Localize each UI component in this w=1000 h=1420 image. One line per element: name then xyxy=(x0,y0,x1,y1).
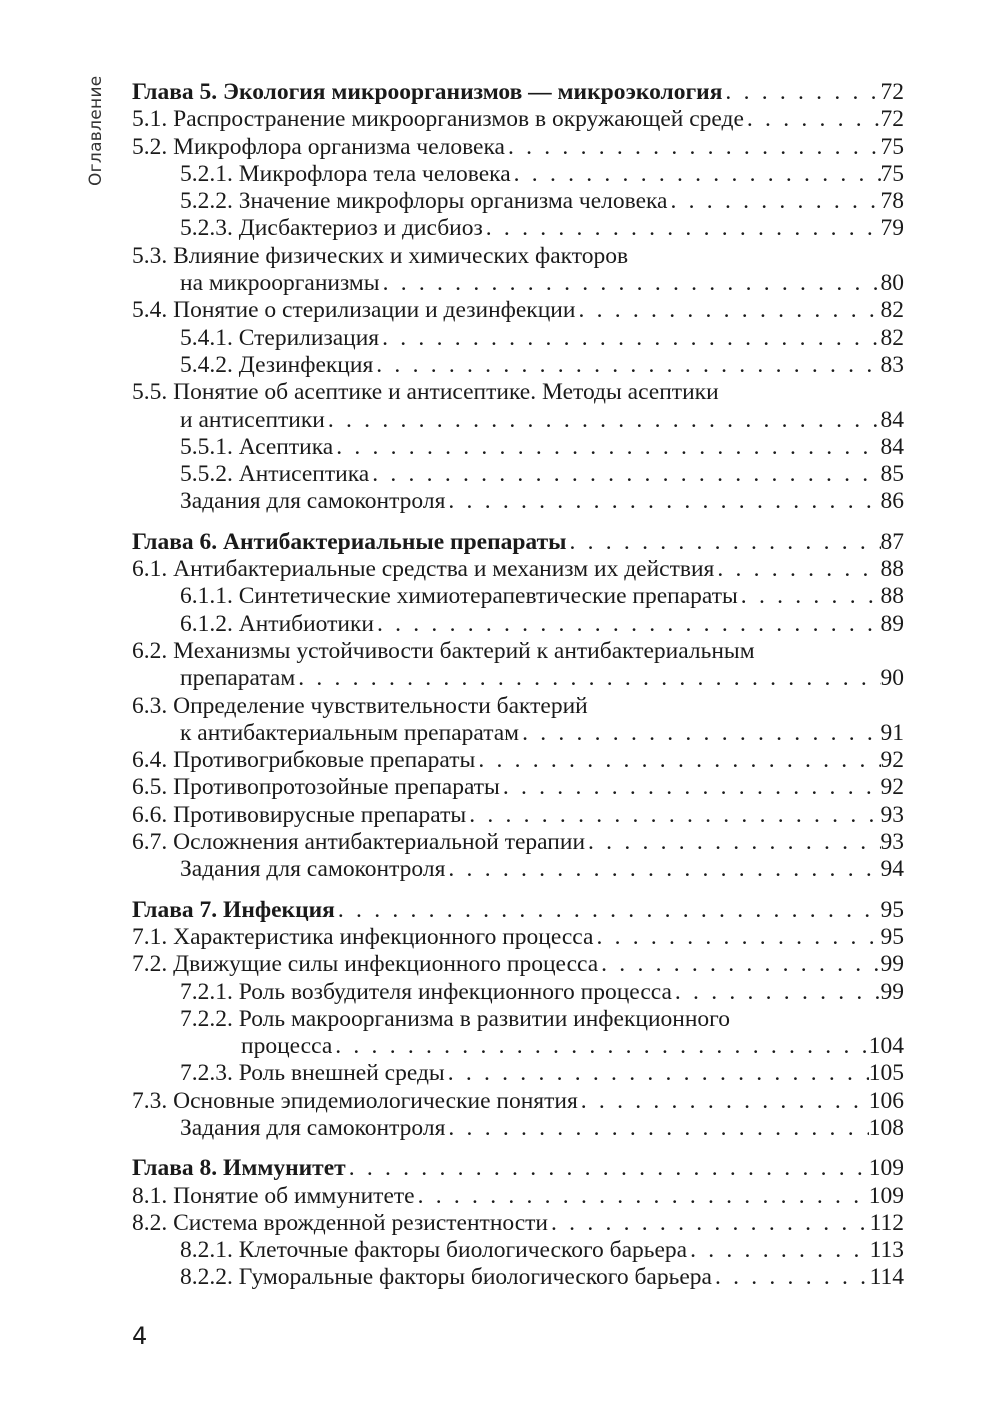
dot-leader xyxy=(445,1115,868,1142)
toc-page-number: 108 xyxy=(868,1114,904,1141)
toc-entry-title: 6.3. Определение чувствительности бактерий xyxy=(132,692,588,719)
toc-page-number: 91 xyxy=(880,719,904,746)
toc-page-number: 86 xyxy=(880,488,904,515)
toc-entry-title: 6.6. Противовирусные препараты xyxy=(132,801,467,828)
page-number: 4 xyxy=(132,1322,148,1350)
toc-entry-title: Глава 7. Инфекция xyxy=(132,896,335,923)
toc-entry-title: 7.2.1. Роль возбудителя инфекционного процесса xyxy=(180,978,672,1005)
toc-page-number: 109 xyxy=(868,1182,904,1209)
dot-leader xyxy=(335,897,881,924)
toc-entry-title: на микроорганизмы xyxy=(180,270,380,297)
toc-entry-title: 8.2.2. Гуморальные факторы биологического барьера xyxy=(180,1264,712,1291)
dot-leader xyxy=(505,134,881,161)
toc-page-number: 109 xyxy=(868,1155,904,1182)
toc-page-number: 84 xyxy=(880,406,904,433)
toc-entry-title: 6.4. Противогрибковые препараты xyxy=(132,747,476,774)
toc-entry-title: 6.1.1. Синтетические химиотерапевтические препараты xyxy=(180,583,738,610)
toc-entry[interactable] xyxy=(132,1115,904,1142)
toc-entry-title: Глава 6. Антибактериальные препараты xyxy=(132,528,567,555)
toc-entry[interactable] xyxy=(132,720,904,747)
toc-page-number: 106 xyxy=(868,1087,904,1114)
toc-page-number: 89 xyxy=(880,610,904,637)
toc-page-number: 82 xyxy=(880,297,904,324)
dot-leader xyxy=(722,79,880,106)
dot-leader xyxy=(668,188,881,215)
dot-leader xyxy=(575,297,880,324)
toc-entry-title: 7.2.3. Роль внешней среды xyxy=(180,1060,445,1087)
dot-leader xyxy=(511,161,881,188)
toc-entry[interactable] xyxy=(132,774,904,801)
toc-entry[interactable] xyxy=(132,188,904,215)
toc-entry-title: 7.2. Движущие силы инфекционного процесса xyxy=(132,951,599,978)
dot-leader xyxy=(548,1210,870,1237)
toc-entry[interactable] xyxy=(132,611,904,638)
toc-entry-title: 6.1. Антибактериальные средства и механизм их действия xyxy=(132,556,715,583)
dot-leader xyxy=(598,951,880,978)
toc-entry-title: 5.1. Распространение микроорганизмов в окружающей среде xyxy=(132,106,744,133)
toc-entry-title: 6.1.2. Антибиотики xyxy=(180,610,374,637)
toc-entry[interactable] xyxy=(132,352,904,379)
toc-entry[interactable] xyxy=(132,1033,904,1060)
toc-entry[interactable] xyxy=(132,1060,904,1087)
toc-page-number: 88 xyxy=(880,556,904,583)
toc-entry-title: 8.2.1. Клеточные факторы биологического барьера xyxy=(180,1237,688,1264)
dot-leader xyxy=(714,556,880,583)
toc-chapter-entry[interactable] xyxy=(132,897,904,924)
toc-entry[interactable] xyxy=(132,161,904,188)
dot-leader xyxy=(369,461,880,488)
toc-entry[interactable] xyxy=(132,556,904,583)
dot-leader xyxy=(519,720,880,747)
toc-page-number: 72 xyxy=(880,106,904,133)
toc-entry[interactable] xyxy=(132,379,904,406)
toc-page-number: 114 xyxy=(869,1264,904,1291)
toc-entry[interactable] xyxy=(132,325,904,352)
toc-entry[interactable] xyxy=(132,1183,904,1210)
dot-leader xyxy=(687,1237,870,1264)
toc-entry-title: 5.2. Микрофлора организма человека xyxy=(132,133,505,160)
toc-entry-title: 5.3. Влияние физических и химических факторов xyxy=(132,242,629,269)
dot-leader xyxy=(578,1088,869,1115)
toc-entry[interactable] xyxy=(132,1237,904,1264)
toc-page-number: 75 xyxy=(880,160,904,187)
toc-page-number: 93 xyxy=(880,829,904,856)
toc-entry[interactable] xyxy=(132,951,904,978)
dot-leader xyxy=(373,352,880,379)
toc-page-number: 72 xyxy=(880,79,904,105)
toc-entry[interactable] xyxy=(132,134,904,161)
toc-entry-title: 7.3. Основные эпидемиологические понятия xyxy=(132,1087,578,1114)
toc-entry[interactable] xyxy=(132,1210,904,1237)
toc-entry[interactable] xyxy=(132,979,904,1006)
toc-entry-title: и антисептики xyxy=(180,406,325,433)
toc-entry-title: 5.4.1. Стерилизация xyxy=(180,324,380,351)
toc-entry-title: к антибактериальным препаратам xyxy=(180,719,520,746)
dot-leader xyxy=(466,802,880,829)
dot-leader xyxy=(593,924,880,951)
toc-page-number: 90 xyxy=(880,665,904,692)
dot-leader xyxy=(295,665,880,692)
toc-page-number: 92 xyxy=(880,774,904,801)
toc-entry-title: 5.4.2. Дезинфекция xyxy=(180,351,374,378)
toc-entry[interactable] xyxy=(132,434,904,461)
toc-entry[interactable] xyxy=(132,583,904,610)
dot-leader xyxy=(585,829,880,856)
dot-leader xyxy=(332,1033,869,1060)
dot-leader xyxy=(566,529,880,556)
toc-entry-title: 6.7. Осложнения антибактериальной терапии xyxy=(132,829,586,856)
dot-leader xyxy=(379,325,880,352)
dot-leader xyxy=(333,434,880,461)
dot-leader xyxy=(445,856,880,883)
toc-entry-title: 6.5. Противопротозойные препараты xyxy=(132,774,500,801)
toc-page-number: 87 xyxy=(880,528,904,555)
dot-leader xyxy=(415,1183,869,1210)
toc-entry-title: 8.2. Система врожденной резистентности xyxy=(132,1209,549,1236)
dot-leader xyxy=(445,1060,869,1087)
toc-entry[interactable] xyxy=(132,488,904,515)
toc-page-number: 113 xyxy=(869,1237,904,1264)
toc-entry[interactable] xyxy=(132,297,904,324)
toc-entry[interactable] xyxy=(132,106,904,133)
toc-entry[interactable] xyxy=(132,829,904,856)
dot-leader xyxy=(500,774,881,801)
toc-entry[interactable] xyxy=(132,802,904,829)
dot-leader xyxy=(380,270,881,297)
toc-entry[interactable] xyxy=(132,461,904,488)
toc-page-number: 92 xyxy=(880,747,904,774)
toc-entry[interactable] xyxy=(132,215,904,242)
toc-entry-title: Задания для самоконтроля xyxy=(180,488,446,515)
toc-entry-title: 5.5. Понятие об асептике и антисептике. Методы асептики xyxy=(132,379,719,406)
dot-leader xyxy=(483,215,881,242)
toc-entry-title: Глава 8. Иммунитет xyxy=(132,1155,346,1182)
toc-chapter-entry[interactable] xyxy=(132,79,904,106)
toc-entry[interactable] xyxy=(132,665,904,692)
toc-entry-title: 5.2.3. Дисбактериоз и дисбиоз xyxy=(180,215,483,242)
toc-page-number: 99 xyxy=(880,978,904,1005)
toc-entry-title: Задания для самоконтроля xyxy=(180,1114,446,1141)
dot-leader xyxy=(672,979,881,1006)
toc-page-number: 85 xyxy=(880,461,904,488)
toc-entry[interactable] xyxy=(132,407,904,434)
dot-leader xyxy=(374,611,881,638)
toc-page-number: 75 xyxy=(880,133,904,160)
toc-entry-title: 5.2.2. Значение микрофлоры организма человека xyxy=(180,188,668,215)
toc-page-number: 99 xyxy=(880,951,904,978)
dot-leader xyxy=(325,407,881,434)
dot-leader xyxy=(346,1155,869,1182)
dot-leader xyxy=(475,747,880,774)
toc-page-number: 88 xyxy=(880,583,904,610)
toc-chapter-entry[interactable] xyxy=(132,529,904,556)
toc-entry-title: 6.2. Механизмы устойчивости бактерий к антибактериальным xyxy=(132,637,755,664)
dot-leader xyxy=(712,1264,870,1291)
toc-entry[interactable] xyxy=(132,747,904,774)
toc-entry-title: 5.5.2. Антисептика xyxy=(180,461,370,488)
toc-entry[interactable] xyxy=(132,1088,904,1115)
toc-page-number: 78 xyxy=(880,188,904,215)
toc-entry-title: 5.5.1. Асептика xyxy=(180,433,334,460)
toc-entry-title: 8.1. Понятие об иммунитете xyxy=(132,1182,415,1209)
toc-entry-title: 7.1. Характеристика инфекционного процесса xyxy=(132,923,594,950)
toc-entry-title: препаратам xyxy=(180,665,296,692)
table-of-contents xyxy=(132,79,904,1292)
toc-entry[interactable] xyxy=(132,924,904,951)
toc-page-number: 104 xyxy=(868,1033,904,1060)
toc-entry[interactable] xyxy=(132,693,904,720)
toc-page-number: 95 xyxy=(880,923,904,950)
toc-page-number: 83 xyxy=(880,351,904,378)
toc-page-number: 112 xyxy=(869,1209,904,1236)
toc-entry-title: процесса xyxy=(241,1033,333,1060)
toc-entry-title: Задания для самоконтроля xyxy=(180,856,446,883)
toc-page-number: 82 xyxy=(880,324,904,351)
toc-page-number: 80 xyxy=(880,270,904,297)
dot-leader xyxy=(744,106,881,133)
toc-entry[interactable] xyxy=(132,243,904,270)
running-header-label: Оглавление xyxy=(86,75,106,186)
toc-entry[interactable] xyxy=(132,270,904,297)
toc-entry-title: 5.2.1. Микрофлора тела человека xyxy=(180,160,511,187)
toc-page-number: 93 xyxy=(880,801,904,828)
dot-leader xyxy=(445,488,880,515)
toc-entry[interactable] xyxy=(132,1264,904,1291)
toc-entry-title: 7.2.2. Роль макроорганизма в развитии инфекционного xyxy=(180,1005,730,1032)
toc-page-number: 95 xyxy=(880,896,904,923)
toc-page-number: 79 xyxy=(880,215,904,242)
toc-entry[interactable] xyxy=(132,1006,904,1033)
toc-entry-title: Глава 5. Экология микроорганизмов — микроэкология xyxy=(132,79,723,105)
toc-page-number: 84 xyxy=(880,433,904,460)
toc-entry[interactable] xyxy=(132,638,904,665)
toc-chapter-entry[interactable] xyxy=(132,1155,904,1182)
toc-page-number: 94 xyxy=(880,856,904,883)
toc-entry-title: 5.4. Понятие о стерилизации и дезинфекции xyxy=(132,297,576,324)
toc-entry[interactable] xyxy=(132,856,904,883)
dot-leader xyxy=(738,583,881,610)
toc-page-number: 105 xyxy=(868,1060,904,1087)
